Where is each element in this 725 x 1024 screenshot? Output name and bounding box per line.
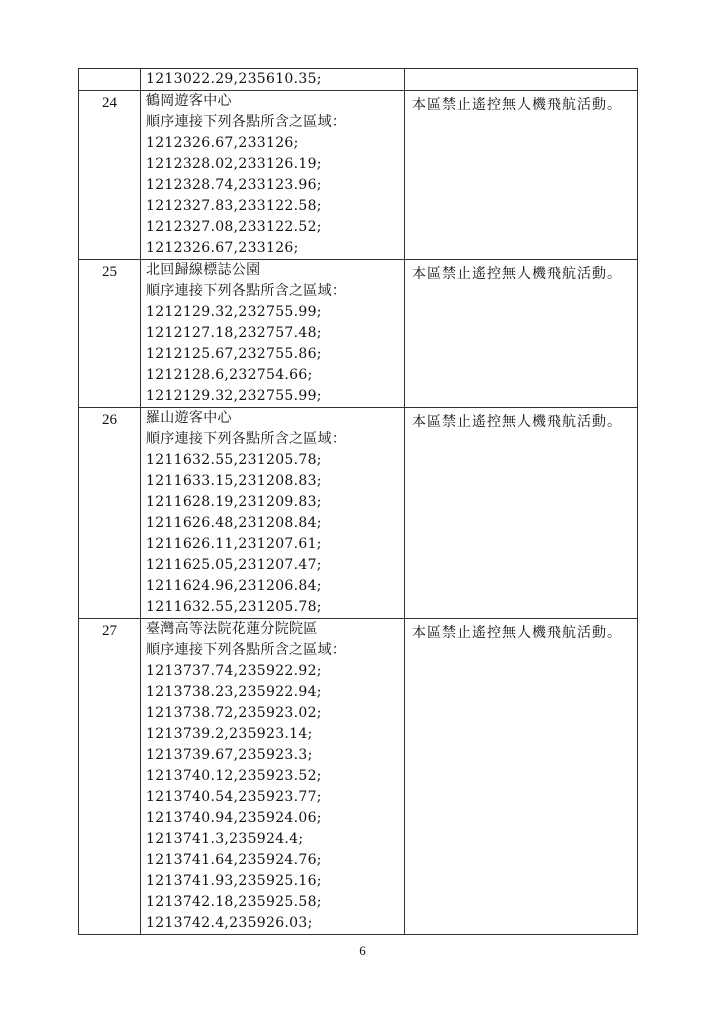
- coordinate-line: 1211633.15,231208.83;: [146, 473, 322, 489]
- table-row: [79, 91, 638, 260]
- table-body: [79, 69, 638, 935]
- row-number: [79, 69, 141, 91]
- coordinate-line: 1211632.55,231205.78;: [146, 452, 322, 468]
- restriction-cell: [405, 91, 638, 260]
- row-number: 27: [79, 619, 141, 935]
- restriction-text: 本區禁止遙控無人機飛航活動。: [412, 97, 622, 113]
- restriction-cell: [405, 408, 638, 619]
- page-number: 6: [359, 943, 366, 958]
- coordinate-line: 1212127.18,232757.48;: [146, 325, 322, 341]
- coordinate-line: 1213742.18,235925.58;: [146, 894, 322, 910]
- coordinate-line: 1213742.4,235926.03;: [146, 915, 313, 931]
- restriction-text: 本區禁止遙控無人機飛航活動。: [412, 266, 622, 282]
- coordinate-line: 1213741.3,235924.4;: [146, 831, 304, 847]
- coordinate-line: 1212129.32,232755.99;: [146, 388, 322, 404]
- coordinate-line: 1212128.6,232754.66;: [146, 367, 313, 383]
- zone-name: 北回歸線標誌公園: [146, 262, 261, 278]
- zone-instruction: 順序連接下列各點所含之區域：: [146, 431, 347, 447]
- zone-description-cell: [141, 408, 405, 619]
- table-row: [79, 260, 638, 408]
- zone-instruction: 順序連接下列各點所含之區域：: [146, 114, 347, 130]
- restriction-text: [412, 69, 622, 71]
- coordinate-line: 1213022.29,235610.35;: [146, 71, 322, 87]
- zone-name: 羅山遊客中心: [146, 410, 232, 426]
- coordinate-line: 1213740.12,235923.52;: [146, 768, 322, 784]
- table-row: [79, 69, 638, 91]
- zone-description-cell: [141, 91, 405, 260]
- coordinate-line: 1212327.08,233122.52;: [146, 219, 322, 235]
- coordinate-line: 1212129.32,232755.99;: [146, 304, 322, 320]
- coordinate-line: 1213737.74,235922.92;: [146, 663, 322, 679]
- coordinate-line: 1213739.2,235923.14;: [146, 726, 313, 742]
- restriction-cell: [405, 260, 638, 408]
- row-number: 24: [79, 91, 141, 260]
- coordinate-line: 1213740.94,235924.06;: [146, 810, 322, 826]
- restriction-cell: [405, 69, 638, 91]
- table-row: [79, 619, 638, 935]
- coordinate-line: 1212328.74,233123.96;: [146, 177, 322, 193]
- coordinate-line: 1211632.55,231205.78;: [146, 599, 322, 615]
- coordinate-line: 1212326.67,233126;: [146, 240, 299, 256]
- zone-name: 鶴岡遊客中心: [146, 93, 232, 109]
- coordinate-line: 1213739.67,235923.3;: [146, 747, 313, 763]
- coordinate-line: 1213741.64,235924.76;: [146, 852, 322, 868]
- zone-name: 臺灣高等法院花蓮分院院區: [146, 621, 318, 637]
- coordinate-line: 1213741.93,235925.16;: [146, 873, 322, 889]
- zone-description-cell: [141, 260, 405, 408]
- coordinate-line: 1213738.72,235923.02;: [146, 705, 322, 721]
- coordinate-line: 1213738.23,235922.94;: [146, 684, 322, 700]
- table-row: [79, 408, 638, 619]
- zone-instruction: 順序連接下列各點所含之區域：: [146, 283, 347, 299]
- restricted-zone-table: [78, 68, 638, 935]
- coordinate-line: 1213740.54,235923.77;: [146, 789, 322, 805]
- restriction-text: 本區禁止遙控無人機飛航活動。: [412, 414, 622, 430]
- coordinate-line: 1211624.96,231206.84;: [146, 578, 322, 594]
- coordinate-line: 1212125.67,232755.86;: [146, 346, 322, 362]
- coordinate-line: 1211628.19,231209.83;: [146, 494, 322, 510]
- restriction-cell: [405, 619, 638, 935]
- coordinate-line: 1211626.11,231207.61;: [146, 536, 322, 552]
- coordinate-line: 1212328.02,233126.19;: [146, 156, 322, 172]
- coordinate-line: 1212327.83,233122.58;: [146, 198, 322, 214]
- row-number: 25: [79, 260, 141, 408]
- zone-instruction: 順序連接下列各點所含之區域：: [146, 642, 347, 658]
- zone-description-cell: [141, 619, 405, 935]
- restriction-text: 本區禁止遙控無人機飛航活動。: [412, 625, 622, 641]
- coordinate-line: 1212326.67,233126;: [146, 135, 299, 151]
- coordinate-line: 1211625.05,231207.47;: [146, 557, 322, 573]
- coordinate-line: 1211626.48,231208.84;: [146, 515, 322, 531]
- row-number: 26: [79, 408, 141, 619]
- zone-description-cell: [141, 69, 405, 91]
